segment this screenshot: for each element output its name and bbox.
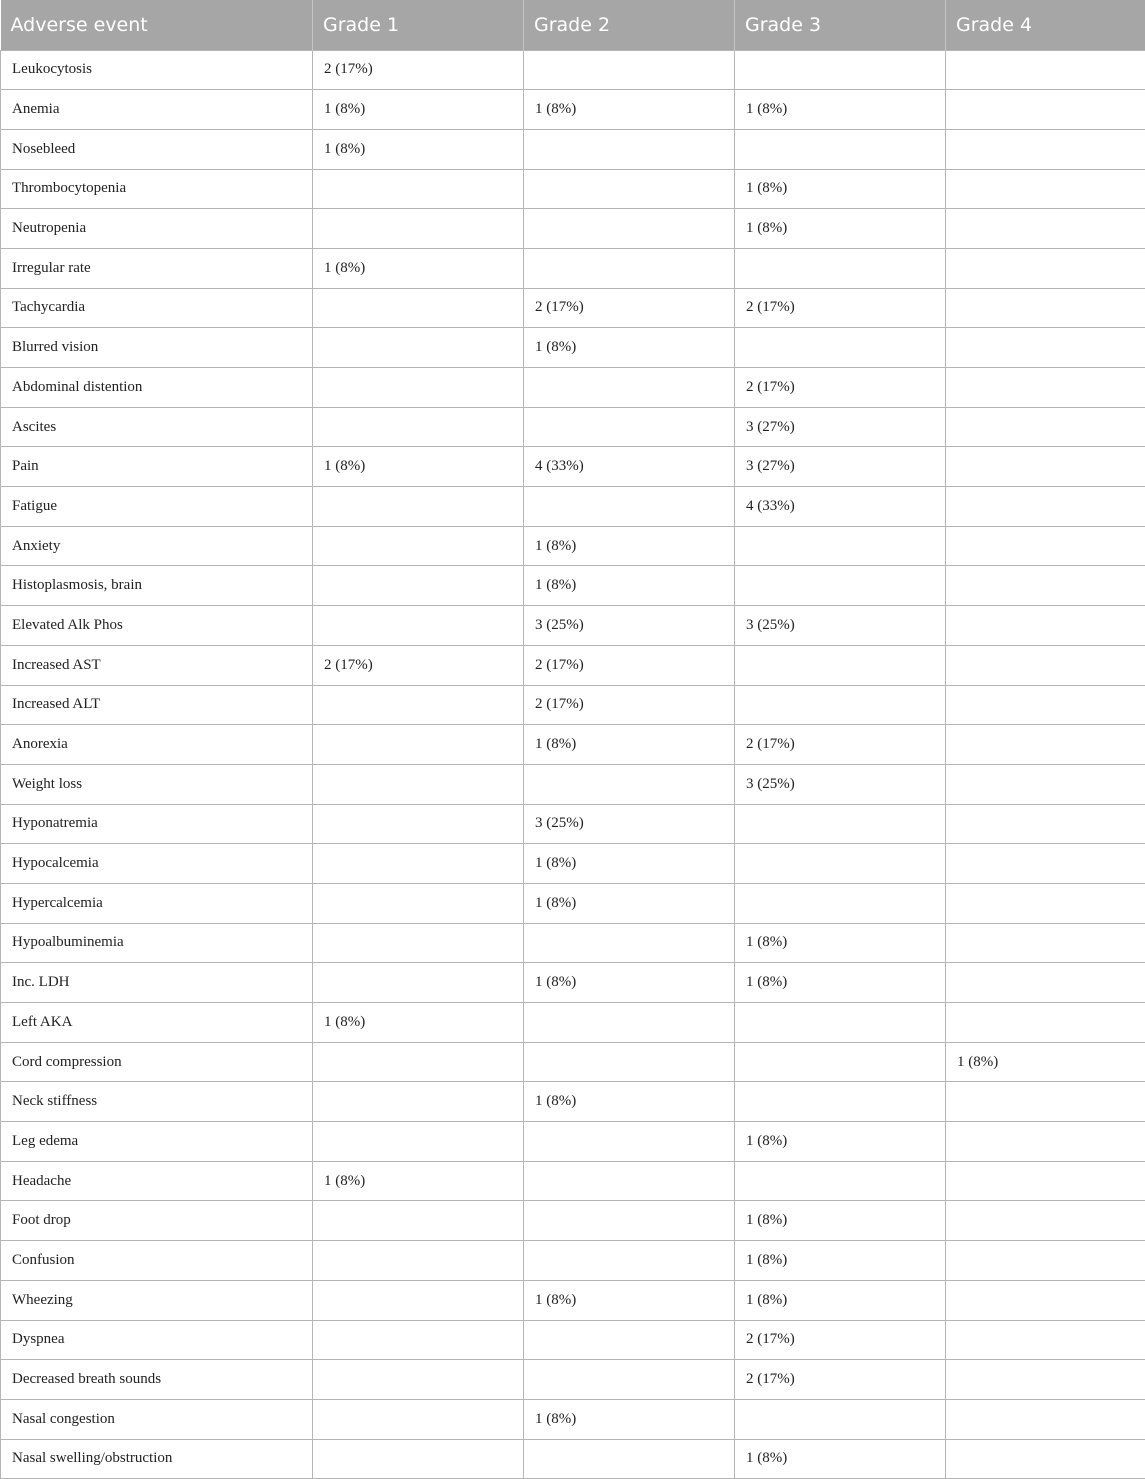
- grade-4-cell: [946, 1320, 1145, 1360]
- grade-3-cell: 2 (17%): [735, 725, 946, 765]
- grade-1-cell: [313, 407, 524, 447]
- grade-2-cell: 2 (17%): [524, 645, 735, 685]
- table-row: [1, 1241, 1145, 1281]
- grade-4-cell: [946, 963, 1145, 1003]
- adverse-event-cell: Leg edema: [1, 1122, 313, 1162]
- adverse-event-cell: Hypoalbuminemia: [1, 923, 313, 963]
- grade-2-cell: 4 (33%): [524, 447, 735, 487]
- header-adverse-event: Adverse event: [1, 0, 313, 50]
- grade-3-cell: [735, 685, 946, 725]
- grade-4-cell: [946, 447, 1145, 487]
- adverse-event-cell: Inc. LDH: [1, 963, 313, 1003]
- grade-4-cell: [946, 725, 1145, 765]
- grade-4-cell: [946, 685, 1145, 725]
- adverse-event-cell: Abdominal distention: [1, 368, 313, 408]
- grade-4-cell: [946, 606, 1145, 646]
- adverse-event-cell: Neck stiffness: [1, 1082, 313, 1122]
- table-row: [1, 447, 1145, 487]
- grade-2-cell: [524, 209, 735, 249]
- adverse-event-cell: Pain: [1, 447, 313, 487]
- header-grade-3: Grade 3: [735, 0, 946, 50]
- grade-3-cell: 2 (17%): [735, 1360, 946, 1400]
- grade-4-cell: [946, 129, 1145, 169]
- grade-2-cell: 1 (8%): [524, 1280, 735, 1320]
- grade-1-cell: 1 (8%): [313, 90, 524, 130]
- table-row: [1, 1320, 1145, 1360]
- grade-2-cell: [524, 1439, 735, 1479]
- grade-1-cell: [313, 685, 524, 725]
- table-row: [1, 1360, 1145, 1400]
- grade-1-cell: [313, 606, 524, 646]
- table-row: [1, 606, 1145, 646]
- grade-3-cell: [735, 129, 946, 169]
- grade-2-cell: [524, 1320, 735, 1360]
- grade-2-cell: [524, 169, 735, 209]
- adverse-event-cell: Fatigue: [1, 487, 313, 527]
- adverse-event-cell: Blurred vision: [1, 328, 313, 368]
- grade-3-cell: [735, 804, 946, 844]
- table-row: [1, 1280, 1145, 1320]
- adverse-event-cell: Increased AST: [1, 645, 313, 685]
- grade-3-cell: 1 (8%): [735, 90, 946, 130]
- grade-1-cell: [313, 1280, 524, 1320]
- grade-2-cell: 1 (8%): [524, 883, 735, 923]
- table-row: [1, 923, 1145, 963]
- grade-2-cell: [524, 407, 735, 447]
- grade-4-cell: [946, 169, 1145, 209]
- adverse-event-cell: Wheezing: [1, 1280, 313, 1320]
- table-row: [1, 1082, 1145, 1122]
- grade-2-cell: [524, 1360, 735, 1400]
- grade-2-cell: [524, 487, 735, 527]
- grade-4-cell: [946, 407, 1145, 447]
- grade-3-cell: 3 (27%): [735, 407, 946, 447]
- adverse-event-cell: Ascites: [1, 407, 313, 447]
- adverse-event-cell: Headache: [1, 1161, 313, 1201]
- grade-1-cell: [313, 883, 524, 923]
- grade-3-cell: 4 (33%): [735, 487, 946, 527]
- grade-2-cell: [524, 1241, 735, 1281]
- grade-4-cell: [946, 1003, 1145, 1043]
- grade-1-cell: 1 (8%): [313, 1161, 524, 1201]
- adverse-event-cell: Confusion: [1, 1241, 313, 1281]
- grade-3-cell: [735, 1042, 946, 1082]
- grade-3-cell: [735, 1082, 946, 1122]
- table-row: [1, 328, 1145, 368]
- table-header: [1, 0, 1145, 50]
- grade-2-cell: [524, 1122, 735, 1162]
- grade-1-cell: [313, 487, 524, 527]
- table-row: [1, 1201, 1145, 1241]
- table-row: [1, 804, 1145, 844]
- table-row: [1, 50, 1145, 90]
- grade-3-cell: [735, 1161, 946, 1201]
- grade-4-cell: [946, 844, 1145, 884]
- grade-4-cell: [946, 487, 1145, 527]
- grade-2-cell: 1 (8%): [524, 1399, 735, 1439]
- grade-4-cell: [946, 764, 1145, 804]
- adverse-event-cell: Weight loss: [1, 764, 313, 804]
- grade-3-cell: [735, 645, 946, 685]
- grade-2-cell: 1 (8%): [524, 526, 735, 566]
- grade-1-cell: [313, 526, 524, 566]
- grade-1-cell: [313, 1042, 524, 1082]
- table-row: [1, 1003, 1145, 1043]
- grade-1-cell: [313, 804, 524, 844]
- grade-1-cell: [313, 368, 524, 408]
- adverse-event-cell: Thrombocytopenia: [1, 169, 313, 209]
- grade-4-cell: 1 (8%): [946, 1042, 1145, 1082]
- table-row: [1, 90, 1145, 130]
- grade-4-cell: [946, 288, 1145, 328]
- table-row: [1, 1439, 1145, 1479]
- table-row: [1, 725, 1145, 765]
- grade-4-cell: [946, 923, 1145, 963]
- grade-1-cell: [313, 1122, 524, 1162]
- grade-3-cell: [735, 50, 946, 90]
- grade-4-cell: [946, 645, 1145, 685]
- adverse-event-cell: Leukocytosis: [1, 50, 313, 90]
- grade-2-cell: 1 (8%): [524, 725, 735, 765]
- grade-3-cell: [735, 566, 946, 606]
- grade-1-cell: [313, 844, 524, 884]
- adverse-event-cell: Nasal swelling/obstruction: [1, 1439, 313, 1479]
- table-row: [1, 764, 1145, 804]
- grade-4-cell: [946, 1360, 1145, 1400]
- grade-4-cell: [946, 526, 1145, 566]
- table-body: [1, 50, 1145, 1479]
- adverse-event-cell: Dyspnea: [1, 1320, 313, 1360]
- grade-4-cell: [946, 1082, 1145, 1122]
- grade-4-cell: [946, 90, 1145, 130]
- grade-4-cell: [946, 368, 1145, 408]
- grade-1-cell: [313, 209, 524, 249]
- grade-2-cell: [524, 764, 735, 804]
- table-row: [1, 685, 1145, 725]
- adverse-event-cell: Tachycardia: [1, 288, 313, 328]
- grade-3-cell: 1 (8%): [735, 1280, 946, 1320]
- grade-3-cell: 2 (17%): [735, 368, 946, 408]
- adverse-event-cell: Anxiety: [1, 526, 313, 566]
- adverse-event-cell: Hyponatremia: [1, 804, 313, 844]
- grade-2-cell: [524, 1003, 735, 1043]
- table-row: [1, 129, 1145, 169]
- grade-2-cell: [524, 923, 735, 963]
- grade-3-cell: [735, 526, 946, 566]
- adverse-event-cell: Irregular rate: [1, 248, 313, 288]
- grade-1-cell: 1 (8%): [313, 1003, 524, 1043]
- table-row: [1, 407, 1145, 447]
- grade-1-cell: [313, 963, 524, 1003]
- grade-3-cell: 2 (17%): [735, 288, 946, 328]
- adverse-event-cell: Decreased breath sounds: [1, 1360, 313, 1400]
- table-row: [1, 169, 1145, 209]
- grade-1-cell: [313, 1241, 524, 1281]
- grade-1-cell: 1 (8%): [313, 447, 524, 487]
- table-row: [1, 209, 1145, 249]
- header-grade-2: Grade 2: [524, 0, 735, 50]
- adverse-event-cell: Nosebleed: [1, 129, 313, 169]
- adverse-event-cell: Hypercalcemia: [1, 883, 313, 923]
- table-row: [1, 526, 1145, 566]
- grade-1-cell: [313, 764, 524, 804]
- table-row: [1, 487, 1145, 527]
- grade-2-cell: 2 (17%): [524, 288, 735, 328]
- grade-3-cell: 1 (8%): [735, 1439, 946, 1479]
- grade-1-cell: [313, 1439, 524, 1479]
- grade-3-cell: 3 (25%): [735, 764, 946, 804]
- adverse-event-cell: Hypocalcemia: [1, 844, 313, 884]
- grade-2-cell: 1 (8%): [524, 1082, 735, 1122]
- grade-3-cell: 1 (8%): [735, 1122, 946, 1162]
- grade-2-cell: 1 (8%): [524, 328, 735, 368]
- table-row: [1, 1122, 1145, 1162]
- grade-4-cell: [946, 50, 1145, 90]
- grade-3-cell: 1 (8%): [735, 1241, 946, 1281]
- grade-3-cell: 1 (8%): [735, 923, 946, 963]
- table-row: [1, 1042, 1145, 1082]
- adverse-event-cell: Left AKA: [1, 1003, 313, 1043]
- grade-1-cell: [313, 725, 524, 765]
- grade-3-cell: 3 (25%): [735, 606, 946, 646]
- grade-1-cell: 1 (8%): [313, 129, 524, 169]
- grade-2-cell: [524, 248, 735, 288]
- grade-1-cell: [313, 1201, 524, 1241]
- grade-1-cell: [313, 169, 524, 209]
- table-row: [1, 248, 1145, 288]
- grade-4-cell: [946, 328, 1145, 368]
- adverse-event-cell: Cord compression: [1, 1042, 313, 1082]
- grade-3-cell: [735, 883, 946, 923]
- adverse-event-cell: Foot drop: [1, 1201, 313, 1241]
- grade-2-cell: 2 (17%): [524, 685, 735, 725]
- grade-2-cell: [524, 1042, 735, 1082]
- grade-2-cell: [524, 368, 735, 408]
- table-row: [1, 844, 1145, 884]
- grade-3-cell: [735, 1399, 946, 1439]
- grade-1-cell: [313, 566, 524, 606]
- table-row: [1, 368, 1145, 408]
- adverse-event-cell: Elevated Alk Phos: [1, 606, 313, 646]
- grade-3-cell: 1 (8%): [735, 1201, 946, 1241]
- grade-2-cell: 1 (8%): [524, 963, 735, 1003]
- grade-3-cell: 3 (27%): [735, 447, 946, 487]
- table-row: [1, 963, 1145, 1003]
- grade-1-cell: 2 (17%): [313, 50, 524, 90]
- grade-1-cell: [313, 1320, 524, 1360]
- grade-3-cell: 2 (17%): [735, 1320, 946, 1360]
- grade-3-cell: 1 (8%): [735, 963, 946, 1003]
- header-grade-1: Grade 1: [313, 0, 524, 50]
- grade-1-cell: [313, 1399, 524, 1439]
- grade-4-cell: [946, 566, 1145, 606]
- grade-4-cell: [946, 1241, 1145, 1281]
- grade-4-cell: [946, 1280, 1145, 1320]
- grade-1-cell: 1 (8%): [313, 248, 524, 288]
- adverse-event-cell: Anorexia: [1, 725, 313, 765]
- adverse-event-cell: Increased ALT: [1, 685, 313, 725]
- grade-4-cell: [946, 1439, 1145, 1479]
- grade-2-cell: 1 (8%): [524, 844, 735, 884]
- grade-2-cell: [524, 1161, 735, 1201]
- grade-1-cell: [313, 288, 524, 328]
- grade-4-cell: [946, 1161, 1145, 1201]
- header-grade-4: Grade 4: [946, 0, 1145, 50]
- table-row: [1, 645, 1145, 685]
- grade-4-cell: [946, 1122, 1145, 1162]
- grade-3-cell: [735, 328, 946, 368]
- table-row: [1, 288, 1145, 328]
- grade-2-cell: 1 (8%): [524, 90, 735, 130]
- grade-4-cell: [946, 1399, 1145, 1439]
- grade-4-cell: [946, 248, 1145, 288]
- grade-1-cell: 2 (17%): [313, 645, 524, 685]
- grade-1-cell: [313, 328, 524, 368]
- grade-2-cell: [524, 129, 735, 169]
- grade-4-cell: [946, 804, 1145, 844]
- grade-2-cell: [524, 50, 735, 90]
- table-row: [1, 1161, 1145, 1201]
- adverse-event-cell: Anemia: [1, 90, 313, 130]
- table-row: [1, 566, 1145, 606]
- adverse-event-cell: Nasal congestion: [1, 1399, 313, 1439]
- adverse-event-cell: Histoplasmosis, brain: [1, 566, 313, 606]
- grade-1-cell: [313, 1360, 524, 1400]
- adverse-event-cell: Neutropenia: [1, 209, 313, 249]
- grade-2-cell: 3 (25%): [524, 804, 735, 844]
- grade-4-cell: [946, 209, 1145, 249]
- grade-4-cell: [946, 1201, 1145, 1241]
- grade-3-cell: [735, 844, 946, 884]
- header-row: [1, 0, 1145, 50]
- grade-2-cell: [524, 1201, 735, 1241]
- grade-3-cell: 1 (8%): [735, 209, 946, 249]
- grade-4-cell: [946, 883, 1145, 923]
- table-row: [1, 1399, 1145, 1439]
- grade-1-cell: [313, 923, 524, 963]
- grade-2-cell: 1 (8%): [524, 566, 735, 606]
- grade-3-cell: [735, 248, 946, 288]
- grade-1-cell: [313, 1082, 524, 1122]
- grade-3-cell: [735, 1003, 946, 1043]
- grade-2-cell: 3 (25%): [524, 606, 735, 646]
- grade-3-cell: 1 (8%): [735, 169, 946, 209]
- table-row: [1, 883, 1145, 923]
